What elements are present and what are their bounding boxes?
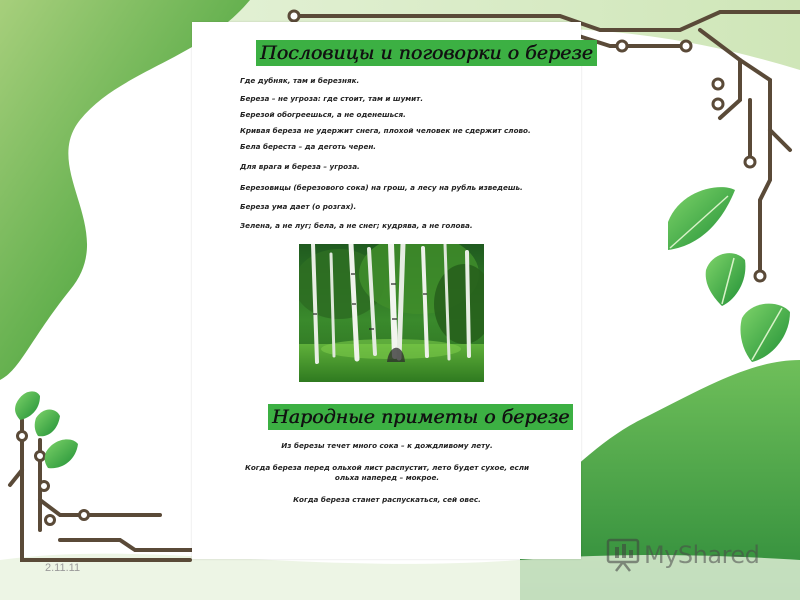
leaf-icon-left-1 [15,391,40,420]
list-item: Кривая береза не удержит снега, плохой человек не сдержит слово. [240,126,531,135]
leaf-icon-right-2 [706,253,746,306]
list-item: Когда береза станет распускаться, сей овес. [293,495,481,504]
list-item: Из березы течет много сока – к дождливому лету. [281,441,493,450]
list-item: Где дубняк, там и березняк. [240,76,360,85]
folk-signs-list [232,441,542,505]
list-item: Береза – не угроза: где стоит, там и шумит. [240,94,424,103]
folk-signs-title: Народные приметы о березе [268,404,573,430]
leaf-icon-left-2 [35,410,60,437]
circuit-branches-bottom-left [10,420,192,560]
list-item: Березой обогреешься, а не оденешься. [240,110,406,119]
presentation-board-icon [606,538,640,572]
watermark-text: MyShared [644,541,760,569]
document-page [192,22,593,559]
leaf-icon-right-3 [740,304,790,362]
list-item: Бела береста – да деготь черен. [240,142,377,151]
list-item: Зелена, а не луг; бела, а не снег; кудрява, а не голова. [240,221,473,230]
birch-grove-photo [299,244,484,382]
leaf-icon-right-1 [668,187,735,250]
leaf-icon-left-3 [45,439,78,468]
proverbs-list [240,76,572,230]
watermark [606,538,759,572]
list-item: Береза ума дает (о розгах). [240,202,357,211]
list-item: Для врага и береза – угроза. [240,162,360,171]
proverbs-title: Пословицы и поговорки о березе [256,40,597,66]
list-item: Когда береза перед ольхой лист распустит, лето будет сухое, если ольха наперед – мокрое. [244,463,530,482]
slide-date: 2.11.11 [45,562,81,574]
list-item: Березовицы (березового сока) на грош, а лесу на рубль изведешь. [240,183,523,192]
